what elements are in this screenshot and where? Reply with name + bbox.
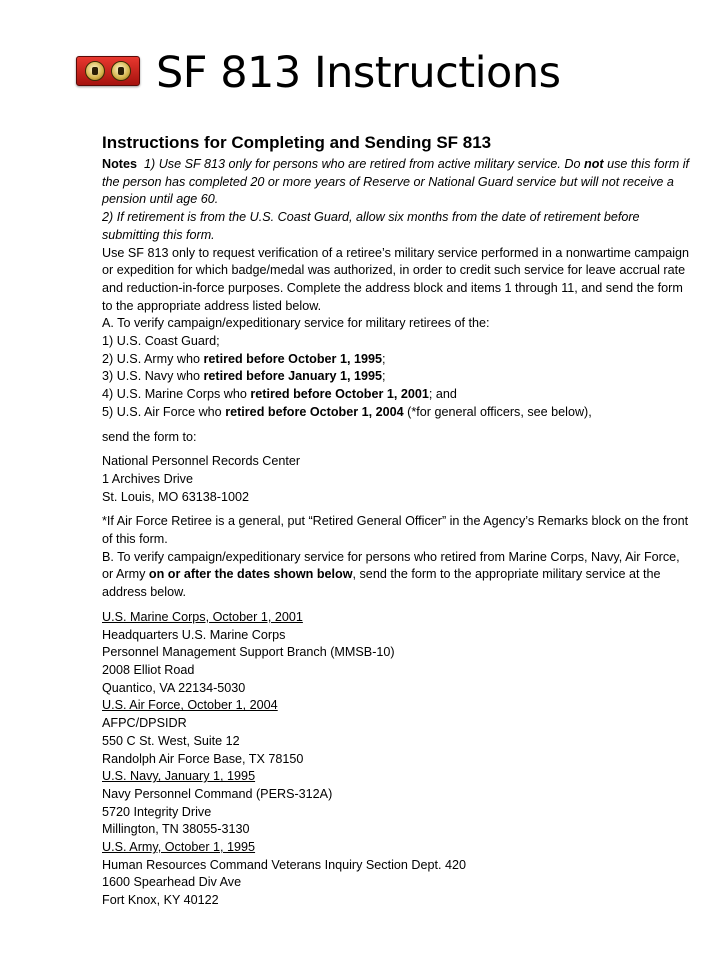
address-line: 2008 Elliot Road [102, 662, 195, 677]
item-date: retired before October 1, 2004 [225, 404, 404, 419]
item-suffix: (*for general officers, see below), [403, 404, 592, 419]
item-text: 3) U.S. Navy who [102, 369, 204, 384]
item-suffix: ; and [428, 387, 457, 402]
address-line: Fort Knox, KY 40122 [102, 893, 219, 908]
insignia-logo-icon [76, 56, 140, 86]
address-line: Quantico, VA 22134-5030 [102, 680, 246, 695]
address-line: AFPC/DPSIDR [102, 716, 187, 731]
address-line: 550 C St. West, Suite 12 [102, 733, 240, 748]
address-line: 5720 Integrity Drive [102, 804, 212, 819]
item-text: 5) U.S. Air Force who [102, 404, 226, 419]
instructions-heading: Instructions for Completing and Sending SF 813 [102, 133, 492, 152]
npr-address-line: National Personnel Records Center [102, 454, 301, 469]
slide-header [76, 40, 696, 110]
retiree-item-5 [102, 404, 692, 422]
item-suffix: ; [381, 351, 386, 366]
npr-address-line: St. Louis, MO 63138-1002 [102, 489, 250, 504]
general-officer-footnote: *If Air Force Retiree is a general, put “Retired General Officer” in the Agency’s Remarks block on the front of this form. [102, 514, 689, 547]
address-heading-army: U.S. Army, October 1, 1995 [102, 840, 256, 855]
npr-address-line: 1 Archives Drive [102, 471, 193, 486]
address-heading-air-force: U.S. Air Force, October 1, 2004 [102, 698, 278, 713]
item-text: 4) U.S. Marine Corps who [102, 387, 251, 402]
address-line: 1600 Spearhead Div Ave [102, 875, 242, 890]
section-b-text-a: B. To verify campaign/expeditionary service for persons who retired from Marine Corps, Navy, Air Force, or Army [102, 549, 680, 582]
note-2: 2) If retirement is from the U.S. Coast Guard, allow six months from the date of retirement before submitting this form. [102, 210, 640, 242]
address-line: Personnel Management Support Branch (MMSB-10) [102, 645, 395, 660]
section-b-text-b: , send the form to the appropriate military service at the address below. [102, 567, 661, 600]
note-1-emphasis: not [584, 157, 604, 171]
address-line: Millington, TN 38055-3130 [102, 822, 250, 837]
note-1-text-b: use this form if the person has completed 20 or more years of Reserve or National Guard service but will not receive a pension until age 60. [102, 157, 689, 207]
retiree-item-4 [102, 386, 692, 404]
insignia-coin-left-icon [85, 61, 105, 81]
note-1-text-a: 1) Use SF 813 only for persons who are retired from active military service. Do [144, 157, 585, 171]
item-date: retired before October 1, 2001 [250, 387, 429, 402]
send-instruction: send the form to: [102, 429, 197, 444]
insignia-coin-right-icon [111, 61, 131, 81]
slide-title: SF 813 Instructions [156, 48, 561, 98]
address-heading-marine-corps: U.S. Marine Corps, October 1, 2001 [102, 609, 303, 624]
section-a-lead: A. To verify campaign/expeditionary service for military retirees of the: [102, 316, 490, 331]
retiree-item-1: 1) U.S. Coast Guard; [102, 334, 220, 349]
section-b-emphasis: on or after the dates shown below [148, 567, 353, 582]
item-suffix: ; [382, 369, 386, 384]
address-line: Headquarters U.S. Marine Corps [102, 627, 286, 642]
item-date: retired before January 1, 1995 [203, 369, 382, 384]
item-date: retired before October 1, 1995 [203, 351, 382, 366]
retiree-item-2 [102, 351, 692, 369]
address-line: Human Resources Command Veterans Inquiry Section Dept. 420 [102, 857, 467, 872]
notes-label: Notes [102, 157, 137, 171]
item-text: 2) U.S. Army who [102, 351, 204, 366]
instructions-body [102, 132, 692, 910]
section-b-lead [102, 549, 692, 602]
address-heading-navy: U.S. Navy, January 1, 1995 [102, 769, 256, 784]
intro-paragraph: Use SF 813 only to request verification of a retiree’s military service performed in a nonwartime campaign or expedition for which badge/medal was authorized, in order to credit such service for leave accrual rate and reduction-in-force purposes. Complete the address block and items 1 through 11, and send the form to the appropriate address listed below. [102, 245, 690, 313]
note-1 [102, 156, 692, 209]
retiree-item-3 [102, 368, 692, 386]
address-line: Navy Personnel Command (PERS-312A) [102, 786, 333, 801]
address-line: Randolph Air Force Base, TX 78150 [102, 751, 304, 766]
